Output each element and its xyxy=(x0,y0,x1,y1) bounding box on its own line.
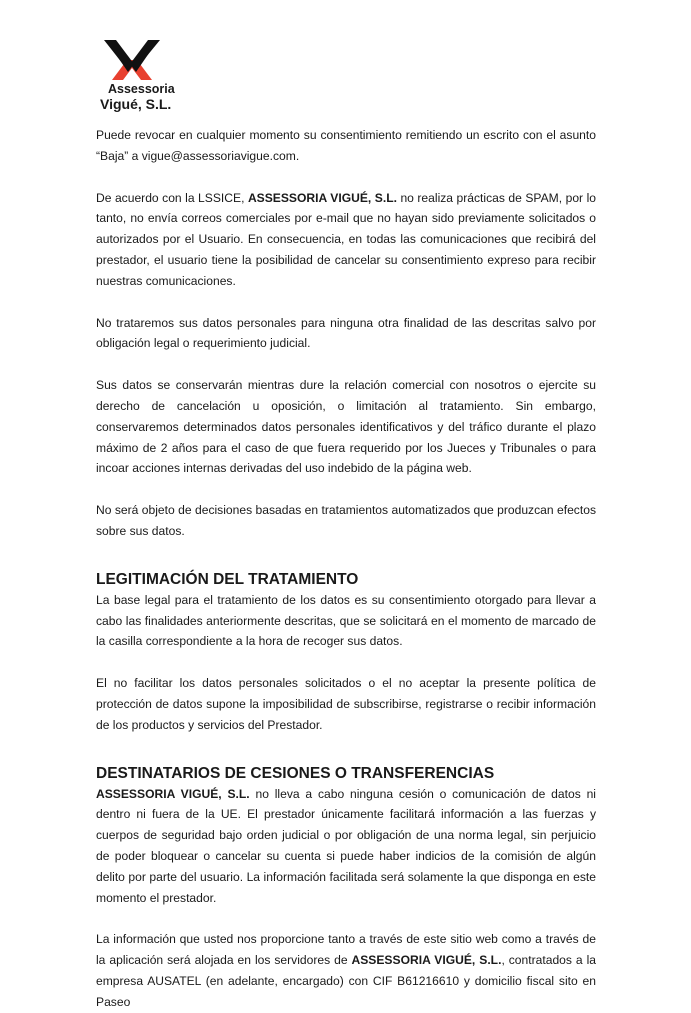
company-name: ASSESSORIA VIGUÉ, S.L. xyxy=(351,953,502,968)
company-logo xyxy=(100,38,190,118)
paragraph-no-transfers-post: no lleva a cabo ninguna cesión o comunicación de datos ni dentro ni fuera de la UE. El prestador únicamente facilitará información a las fuerzas y cuerpos de seguridad bajo orden judicial o por obligación de una norma legal, sin perjuicio de poder bloquear o cancelar su cuenta si puede haber indicios de la comisión de algún delito por parte del usuario. La información facilitada será solamente la que disponga en este momento el prestador. xyxy=(96,786,596,905)
logo-text xyxy=(100,82,175,112)
paragraph-revoke: Puede revocar en cualquier momento su consentimiento remitiendo un escrito con el asunto “Baja” a vigue@assessoriavigue.com. xyxy=(96,128,596,163)
paragraph-spam-post: no realiza prácticas de SPAM, por lo tanto, no envía correos comerciales por e-mail que no hayan sido previamente solicitados o autorizados por el Usuario. En consecuencia, en todas las comunicaciones que recibirá del prestador, el usuario tiene la posibilidad de cancelar su consentimiento expreso para recibir nuestras comunicaciones. xyxy=(96,190,596,288)
company-name: ASSESSORIA VIGUÉ, S.L. xyxy=(247,190,397,205)
logo-line-1: Assessoria xyxy=(108,82,175,96)
paragraph-hosting-pre: La información que usted nos proporcione tanto a través de este sitio web como a través de la aplicación será alojada en los servidores de xyxy=(96,932,596,968)
logo-mark-icon xyxy=(104,38,160,82)
paragraph-spam-pre: De acuerdo con la LSSICE, xyxy=(96,190,248,205)
paragraph-hosting xyxy=(96,929,596,1012)
heading-legitimacion: LEGITIMACIÓN DEL TRATAMIENTO xyxy=(96,570,359,588)
paragraph-legal-basis: La base legal para el tratamiento de los datos es su consentimiento otorgado para llevar a cabo las finalidades anteriormente descritas, que se solicitará en el momento de marcado de la casilla correspondiente a la hora de recoger sus datos. xyxy=(96,592,596,649)
paragraph-retention: Sus datos se conservarán mientras dure la relación comercial con nosotros o ejercite su derecho de cancelación u oposición, o limitación al tratamiento. Sin embargo, conservaremos determinados datos personales identificativos y del tráfico durante el plazo máximo de 2 años para el caso de que fuera requerido por los Jueces y Tribunales o para incoar acciones internas derivadas del uso indebido de la página web. xyxy=(96,378,596,476)
paragraph-not-providing-data: El no facilitar los datos personales solicitados o el no aceptar la presente política de protección de datos supone la imposibilidad de subscribirse, registrarse o recibir información de los productos y servicios del Prestador. xyxy=(96,676,596,732)
paragraph-automated-decisions: No será objeto de decisiones basadas en tratamientos automatizados que produzcan efectos sobre sus datos. xyxy=(96,503,596,538)
paragraph-spam xyxy=(96,188,596,292)
document-body xyxy=(96,125,596,1013)
company-name: ASSESSORIA VIGUÉ, S.L. xyxy=(96,786,250,801)
paragraph-no-other-purpose: No trataremos sus datos personales para ninguna otra finalidad de las descritas salvo por obligación legal o requerimiento judicial. xyxy=(96,315,596,351)
paragraph-hosting-post: , contratados a la empresa AUSATEL (en adelante, encargado) con CIF B61216610 y domicilio fiscal sito en Paseo xyxy=(96,953,596,1009)
paragraph-no-transfers xyxy=(96,784,596,909)
logo-line-2: Vigué, S.L. xyxy=(100,96,172,112)
heading-destinatarios: DESTINATARIOS DE CESIONES O TRANSFERENCIAS xyxy=(96,764,495,782)
